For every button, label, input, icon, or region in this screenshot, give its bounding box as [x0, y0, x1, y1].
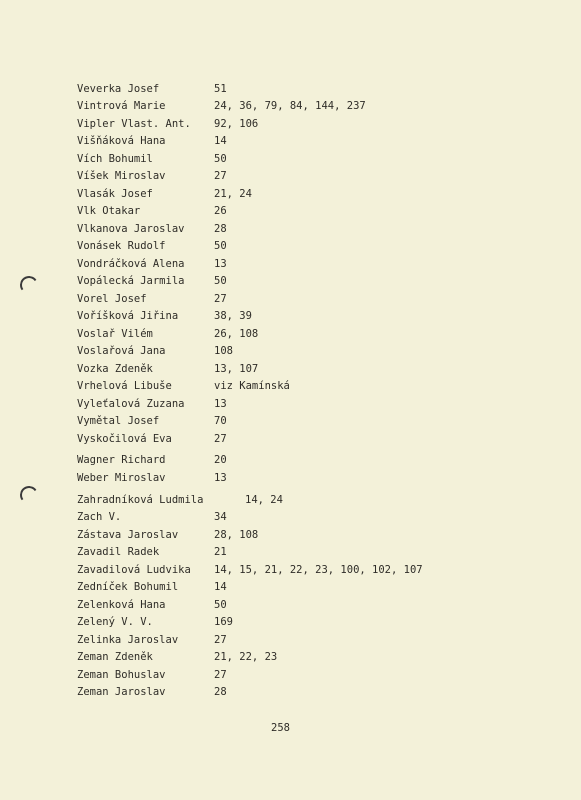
- entry-pages: 27: [214, 170, 227, 182]
- list-item: [77, 292, 227, 306]
- list-item: [77, 633, 227, 647]
- list-item: [77, 685, 227, 699]
- entry-name: Vrhelová Libuše: [77, 380, 172, 392]
- entry-name: Vyskočilová Eva: [77, 433, 172, 445]
- entry-pages: 13: [214, 472, 227, 484]
- list-item: [77, 493, 283, 507]
- entry-name: Zelinka Jaroslav: [77, 634, 179, 646]
- list-item: [77, 414, 227, 428]
- entry-pages: 14, 24: [245, 494, 283, 506]
- entry-name: Vonásek Rudolf: [77, 240, 166, 252]
- list-item: [77, 471, 227, 485]
- list-item: [77, 327, 258, 341]
- entry-name: Vymětal Josef: [77, 415, 160, 427]
- entry-name: Višňáková Hana: [77, 135, 166, 147]
- entry-pages: 50: [214, 599, 227, 611]
- entry-pages: 14: [214, 581, 227, 593]
- list-item: [77, 432, 227, 446]
- entry-pages: 28: [214, 686, 227, 698]
- entry-pages: 38, 39: [214, 310, 252, 322]
- list-item: [77, 134, 227, 148]
- entry-name: Vlasák Josef: [77, 188, 153, 200]
- list-item: [77, 169, 227, 183]
- entry-name: Zeman Zdeněk: [77, 651, 153, 663]
- entry-pages: 14: [214, 135, 227, 147]
- entry-pages: 51: [214, 83, 227, 95]
- entry-name: Vlk Otakar: [77, 205, 141, 217]
- list-item: [77, 152, 227, 166]
- list-item: [77, 397, 227, 411]
- list-item: [77, 528, 258, 542]
- punch-hole-bottom: [19, 485, 40, 506]
- entry-name: Zavadil Radek: [77, 546, 160, 558]
- list-item: [77, 187, 252, 201]
- entry-pages: 24, 36, 79, 84, 144, 237: [214, 100, 366, 112]
- entry-pages: 27: [214, 669, 227, 681]
- entry-name: Zelený V. V.: [77, 616, 153, 628]
- entry-name: Vlkanova Jaroslav: [77, 223, 185, 235]
- entry-pages: 34: [214, 511, 227, 523]
- entry-pages: 108: [214, 345, 233, 357]
- list-item: [77, 379, 290, 393]
- entry-name: Vích Bohumil: [77, 153, 153, 165]
- list-item: [77, 82, 227, 96]
- entry-pages: 13: [214, 398, 227, 410]
- list-item: [77, 510, 227, 524]
- page-number: 258: [271, 722, 290, 734]
- entry-pages: 50: [214, 240, 227, 252]
- entry-name: Vorel Josef: [77, 293, 147, 305]
- entry-pages: 50: [214, 153, 227, 165]
- list-item: [77, 309, 252, 323]
- list-item: [77, 204, 227, 218]
- entry-name: Zeman Jaroslav: [77, 686, 166, 698]
- entry-name: Zedníček Bohumil: [77, 581, 179, 593]
- list-item: [77, 257, 227, 271]
- entry-pages: 92, 106: [214, 118, 259, 130]
- list-item: [77, 615, 233, 629]
- entry-name: Vintrová Marie: [77, 100, 166, 112]
- list-item: [77, 222, 227, 236]
- list-item: [77, 344, 233, 358]
- entry-name: Zeman Bohuslav: [77, 669, 166, 681]
- entry-name: Wagner Richard: [77, 454, 166, 466]
- entry-name: Zástava Jaroslav: [77, 529, 179, 541]
- list-item: [77, 117, 258, 131]
- entry-pages: 70: [214, 415, 227, 427]
- list-item: [77, 545, 227, 559]
- entry-name: Voříšková Jiřina: [77, 310, 179, 322]
- list-item: [77, 239, 227, 253]
- entry-name: Vozka Zdeněk: [77, 363, 153, 375]
- entry-name: Vopálecká Jarmila: [77, 275, 185, 287]
- entry-pages: 20: [214, 454, 227, 466]
- list-item: [77, 650, 277, 664]
- entry-name: Zavadilová Ludvika: [77, 564, 191, 576]
- entry-pages: 13, 107: [214, 363, 259, 375]
- entry-pages: 21: [214, 546, 227, 558]
- entry-pages: 28, 108: [214, 529, 259, 541]
- entry-pages: 27: [214, 433, 227, 445]
- entry-name: Voslař Vilém: [77, 328, 153, 340]
- entry-pages: 28: [214, 223, 227, 235]
- entry-name: Vyleťalová Zuzana: [77, 398, 185, 410]
- entry-name: Zach V.: [77, 511, 122, 523]
- list-item: [77, 668, 227, 682]
- list-item: [77, 362, 258, 376]
- punch-hole-top: [19, 275, 40, 296]
- entry-name: Weber Miroslav: [77, 472, 166, 484]
- entry-name: Víšek Miroslav: [77, 170, 166, 182]
- entry-name: Voslařová Jana: [77, 345, 166, 357]
- entry-pages: 50: [214, 275, 227, 287]
- list-item: [77, 453, 227, 467]
- entry-pages: viz Kamínská: [214, 380, 290, 392]
- entry-name: Vondráčková Alena: [77, 258, 185, 270]
- entry-pages: 169: [214, 616, 233, 628]
- list-item: [77, 580, 227, 594]
- entry-name: Zahradníková Ludmila: [77, 494, 204, 506]
- entry-pages: 26, 108: [214, 328, 259, 340]
- list-item: [77, 99, 366, 113]
- list-item: [77, 563, 423, 577]
- entry-name: Zelenková Hana: [77, 599, 166, 611]
- entry-pages: 27: [214, 293, 227, 305]
- entry-pages: 14, 15, 21, 22, 23, 100, 102, 107: [214, 564, 423, 576]
- entry-name: Vipler Vlast. Ant.: [77, 118, 191, 130]
- entry-name: Veverka Josef: [77, 83, 160, 95]
- entry-pages: 21, 24: [214, 188, 252, 200]
- entry-pages: 26: [214, 205, 227, 217]
- list-item: [77, 598, 227, 612]
- entry-pages: 27: [214, 634, 227, 646]
- entry-pages: 21, 22, 23: [214, 651, 278, 663]
- entry-pages: 13: [214, 258, 227, 270]
- list-item: [77, 274, 227, 288]
